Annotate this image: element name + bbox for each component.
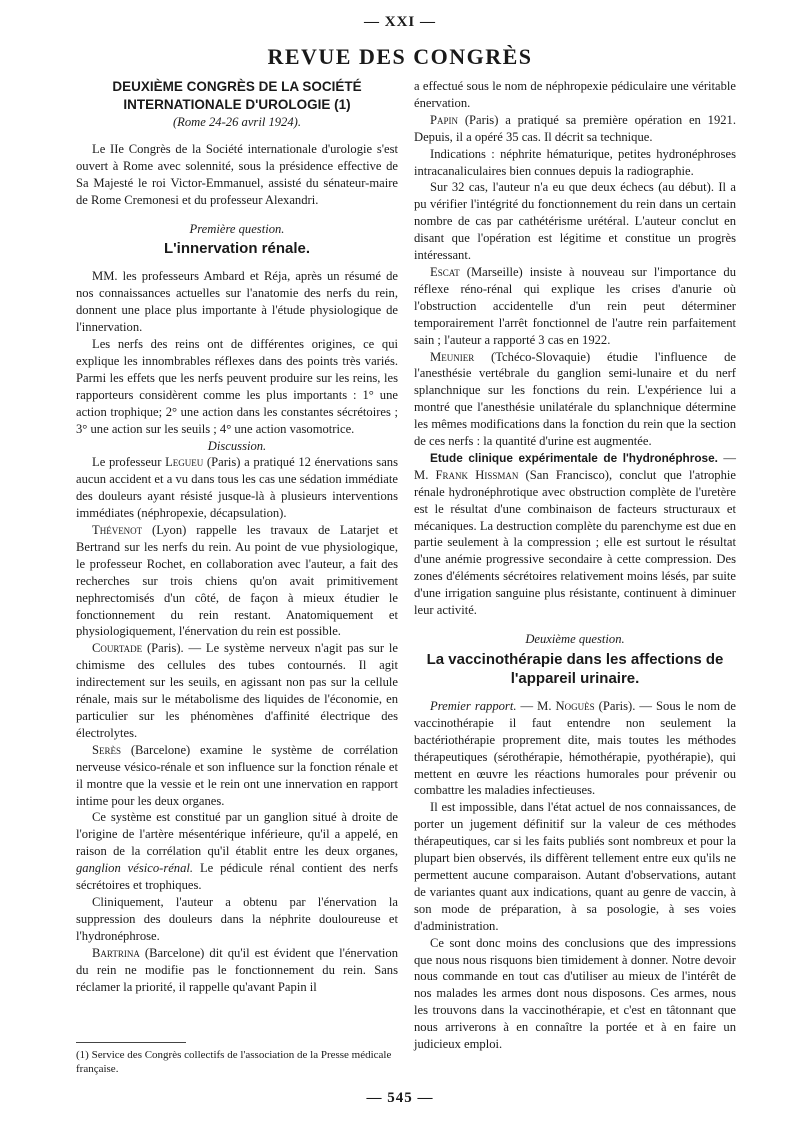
right-column: [414, 78, 736, 1053]
section-number: — XXI —: [363, 14, 436, 30]
text: (Paris). — Sous le nom de vaccinothérapie il faut entendre non seulement la bactériothérapie proprement dite, mais toutes les méthodes thérapeutiques (sérothérapie, hémothérapie, pyothérapie), qui mettent en œuvre les réactions humorales pour prévenir ou combattre les maladies infectieuses.: [414, 698, 736, 798]
text: (Paris). — Le système nerveux n'agit pas sur le chimisme des cellules des tubes contournés. Il agit indirectement sur les seuils, en agissant non pas sur la cellule rénale, mais sur le métabolisme des liquides de l'économie, en particulier sur les phénomènes d'affinité électrique des électrolytes.: [76, 641, 398, 740]
paragraph: Il est impossible, dans l'état actuel de nos connaissances, de porter un jugement définitif sur la valeur de ces méthodes thérapeutiques, car si les faits publiés sont nombreux et pour la plupart bien observés, ils diffèrent tellement entre eux qu'ils ne permettent aucune comparaison. Autant d'observations, autant de variantes quant aux indications, quant au genre de vaccin, à son mode de préparation, à sa posologie, à ses voies d'administration.: [414, 800, 736, 933]
author-name: Papin: [430, 112, 459, 127]
paragraph: [76, 809, 398, 894]
author-name: Frank Hissman: [435, 467, 519, 482]
page-number: — 545 —: [366, 1090, 434, 1106]
paragraph: [414, 349, 736, 450]
page-title: REVUE DES CONGRÈS: [267, 44, 533, 69]
text: Le professeur: [92, 455, 166, 470]
text: (Paris) a pratiqué sa première opération en 1921. Depuis, il a opéré 35 cas. Il décrit sa technique.: [414, 112, 736, 144]
paragraph: Indications : néphrite hématurique, petites hydronéphroses intracanaliculaires bien connues depuis la radiographie.: [414, 146, 736, 178]
author-name: Legueu: [165, 455, 204, 470]
question-label: Deuxième question.: [525, 632, 625, 646]
author-name: Escat: [430, 264, 460, 279]
section-title: L'innervation rénale.: [163, 240, 311, 258]
text: (Marseille) insiste à nouveau sur l'importance du réflexe réno-rénal qui explique les crises d'anurie où l'obstruction accidentelle d'un rein peut déterminer temporairement l'arrêt fonctionnel de l'autre rein parfaitement sain ; l'auteur a rapporté 3 cas en 1922.: [414, 264, 736, 347]
paragraph: [76, 945, 398, 996]
congress-dates: (Rome 24-26 avril 1924).: [172, 115, 301, 129]
section-title-line-2: l'appareil urinaire.: [510, 669, 640, 687]
paragraph: MM. les professeurs Ambard et Réja, après un résumé de nos connaissances actuelles sur l'anatomie des nerfs du rein, donnent une place plus importante à l'étude physiologique de l'innervation.: [76, 269, 398, 335]
paragraph: Les nerfs des reins ont de différentes origines, ce qui explique les innombrables réflexes dans des points très variés. Parmi les effets que les nerfs peuvent produire sur les reins, les rapporteurs considèrent comme les plus importants : 1° une action trophique; 2° une action dans les constantes sécrétoires ; 3° une action sur les seuils ; 4° une action vasomotrice.: [76, 337, 398, 436]
discussion-label: Discussion.: [207, 438, 267, 453]
footnote: (1) Service des Congrès collectifs de l'association de la Presse médicale française.: [76, 1049, 392, 1075]
paragraph: Cliniquement, l'auteur a obtenu par l'énervation la suppression des douleurs dans la néphrite douloureuse et l'hydronéphrose.: [76, 894, 398, 943]
paragraph: [414, 450, 736, 619]
author-name: Thévenot: [92, 523, 143, 538]
intro-paragraph: Le IIe Congrès de la Société internationale d'urologie s'est ouvert à Rome avec solennité, sous la présidence effective de Sa Majesté le roi Victor-Emmanuel, assisté du sénateur-maire de Rome Cremonesi et du professeur Alexandri.: [76, 141, 398, 207]
section-title-line-1: La vaccinothérapie dans les affections de: [426, 650, 724, 668]
author-name: Bartrina: [92, 945, 140, 960]
section-title: [414, 650, 736, 688]
paragraph: [76, 454, 398, 522]
text: (Barcelone) dit qu'il est évident que l'énervation du rein ne modifie pas le fonctionnement du rein. Sans réclamer la priorité, il rappelle qu'avant Papin il: [76, 945, 398, 994]
study-title: Etude clinique expérimentale de l'hydronéphrose.: [430, 450, 718, 465]
text: (Tchéco-Slovaquie) étudie l'influence de l'anesthésie vertébrale du ganglion semi-lunaire et du nerf splanchnique sur les fonctions du rein. L'expérience lui a montré que l'anesthésie unilatérale du splanchnique détermine les mêmes modifications dans la fonction du rein que la section de ces nerfs : la quantité d'urine est augmentée.: [414, 349, 736, 449]
text: (Barcelone) examine le système de corrélation nerveuse vésico-rénale et son influence sur la fonction rénale et il montre que la vessie et le rein ont une innervation en rapport intime pour les deux organes.: [76, 742, 398, 808]
report-label: Premier rapport.: [430, 698, 517, 713]
text: Ce système est constitué par un ganglion situé à droite de l'origine de l'artère mésentérique inférieure, qu'il a appelé, en raison de la corrélation qu'il établit entre les deux organes,: [76, 810, 398, 859]
left-column: [76, 78, 398, 995]
text: — M.: [516, 698, 556, 713]
paragraph: Ce sont donc moins des conclusions que des impressions que nous nous risquons bien timidement à donner. Notre devoir nous commande en tout cas d'utiliser au mieux de l'intérêt de nos malades les armes dont nous disposons. Ces armes, nous les trouvons dans la vaccinothérapie, et c'est en tâtonnant que nous arriverons à en connaître la portée et à en faire un judicieux emploi.: [414, 935, 736, 1052]
paragraph: [76, 522, 398, 640]
congress-title-line-1: DEUXIÈME CONGRÈS DE LA SOCIÉTÉ: [112, 79, 362, 94]
footnote-divider: [76, 1042, 186, 1043]
paragraph: [414, 112, 736, 146]
paragraph: [414, 264, 736, 349]
question-label: Première question.: [189, 221, 285, 236]
paragraph: [414, 698, 736, 799]
author-name: Courtade: [92, 641, 143, 656]
congress-title-line-2: INTERNATIONALE D'UROLOGIE (1): [123, 97, 351, 112]
author-name: Noguès: [555, 698, 595, 713]
author-name: Meunier: [430, 349, 475, 364]
author-name: Serès: [92, 742, 122, 757]
text: (San Francisco), conclut que l'atrophie rénale hydronéphrotique avec obstruction complète de l'uretère est le résultat d'une combinaison de facteurs structuraux et mécaniques. La destruction complète du parenchyme est due en partie seulement à la compression ; elle est surtout le résultat d'une anémie progressive secondaire à cette compression. Des zones d'éléments sécrétoires relativement moins lésés, par suite d'une irrigation sanguine plus résistante, continuent à diminuer leur activité.: [414, 467, 736, 618]
paragraph: [76, 742, 398, 810]
text: Le pédicule rénal contient des nerfs sécrétoires et trophiques.: [76, 861, 398, 893]
paragraph: Sur 32 cas, l'auteur n'a eu que deux échecs (au début). Il a pu vérifier l'intégrité du fonctionnement du rein dans un certain nombre de cas par cathétérisme urétéral. L'auteur conclut en disant que l'opération est légitime et constitue un progrès intéressant.: [414, 180, 736, 263]
text: (Paris) a pratiqué 12 énervations sans aucun accident et a vu dans tous les cas une sédation immédiate des douleurs ayant résisté jusque-là à plusieurs interventions immédiates (néphropexie, décapsulation).: [76, 455, 398, 521]
paragraph: a effectué sous le nom de néphropexie pédiculaire une véritable énervation.: [414, 79, 736, 110]
text: (Lyon) rappelle les travaux de Latarjet et Bertrand sur les nerfs du rein. Au point de vue physiologique, le professeur Rochet, en collaboration avec l'auteur, a fait des recherches sur trois chiens qu'on avait primitivement nephrectomisés d'un côté, de façon à mieux étudier le fonctionnement du rein restant. Anatomiquement et physiologiquement, l'énervation du rein est possible.: [76, 523, 398, 639]
italic-term: ganglion vésico-rénal.: [76, 861, 194, 876]
paragraph: [76, 640, 398, 741]
text: — M.: [414, 450, 736, 482]
